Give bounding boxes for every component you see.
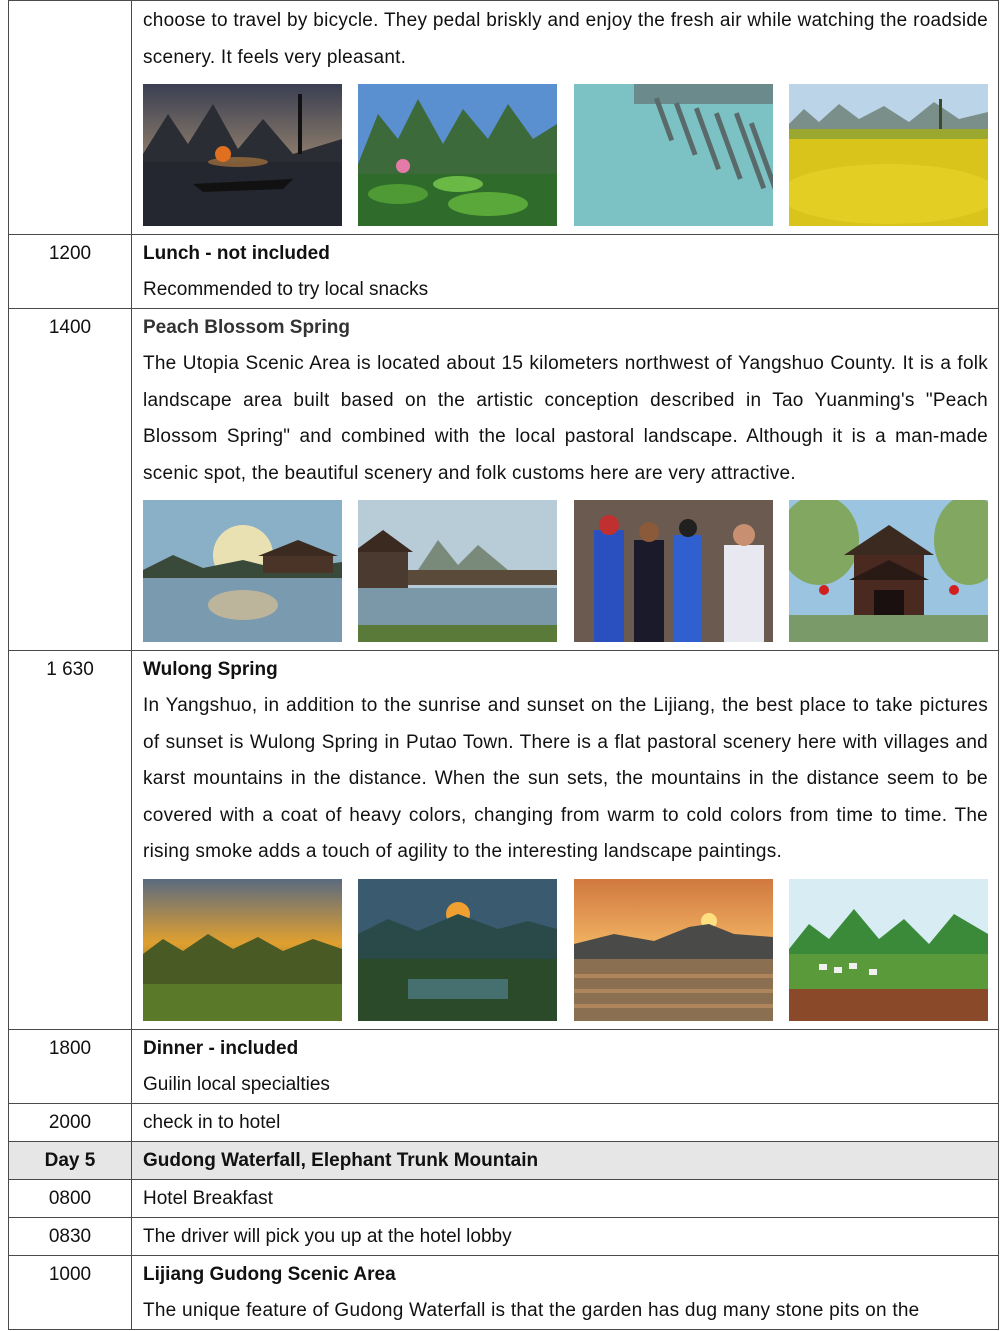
day-title: Gudong Waterfall, Elephant Trunk Mountain — [143, 1149, 539, 1171]
day-label: Day 5 — [9, 1141, 132, 1179]
dinner-row — [9, 1029, 999, 1103]
content-cell — [132, 1029, 999, 1103]
gudong-text: The unique feature of Gudong Waterfall is that the garden has dug many stone pits on the — [143, 1299, 920, 1321]
itinerary-table — [8, 0, 999, 1330]
content-cell — [132, 235, 999, 309]
intro-text: choose to travel by bicycle. They pedal briskly and enjoy the fresh air while watching the roadside scenery. It feels very pleasant. — [143, 10, 988, 68]
wulong-text: In Yangshuo, in addition to the sunrise and sunset on the Lijiang, the best place to take pictures of sunset is Wulong Spring in Putao Town. There is a flat pastoral scenery here with villages and karst mountains in the distance. When the sun sets, the mountains in the distance seem to be covered with a coat of heavy colors, changing from warm to cold colors from time to time. The rising smoke adds a touch of agility to the interesting landscape paintings. — [143, 695, 988, 862]
sunset-rice-terraces-photo — [574, 879, 773, 1021]
rapeseed-field-photo — [789, 84, 988, 226]
content-cell — [132, 1, 999, 235]
cormorant-fisherman-photo — [143, 84, 342, 226]
content-cell — [132, 1255, 999, 1330]
lunch-row — [9, 235, 999, 309]
day-header-row — [9, 1141, 999, 1179]
dinner-title: Dinner - included — [143, 1037, 299, 1059]
peach-row — [9, 309, 999, 651]
pickup-text: The driver will pick you up at the hotel lobby — [143, 1225, 512, 1247]
wulong-row — [9, 651, 999, 1030]
breakfast-row — [9, 1179, 999, 1217]
pickup-row — [9, 1217, 999, 1255]
folk-dancers-photo — [574, 500, 773, 642]
village-karst-photo — [789, 879, 988, 1021]
gudong-title: Lijiang Gudong Scenic Area — [143, 1263, 396, 1285]
time-cell: 1400 — [9, 309, 132, 651]
time-cell: 2000 — [9, 1103, 132, 1141]
breakfast-text: Hotel Breakfast — [143, 1187, 273, 1209]
wulong-title: Wulong Spring — [143, 659, 278, 680]
checkin-row — [9, 1103, 999, 1141]
lotus-karst-photo — [358, 84, 557, 226]
sunrays-lake-photo — [143, 500, 342, 642]
photo-strip — [143, 500, 988, 642]
lunch-note: Recommended to try local snacks — [143, 279, 429, 300]
drum-tower-photo — [789, 500, 988, 642]
time-cell: 1000 — [9, 1255, 132, 1330]
time-cell: 1 630 — [9, 651, 132, 1030]
gudong-row — [9, 1255, 999, 1330]
wind-rain-bridge-photo — [358, 500, 557, 642]
dinner-note: Guilin local specialties — [143, 1073, 330, 1095]
content-cell — [132, 651, 999, 1030]
content-cell — [132, 309, 999, 651]
content-cell — [132, 1141, 999, 1179]
lunch-title: Lunch - not included — [143, 243, 330, 264]
content-cell — [132, 1217, 999, 1255]
content-cell — [132, 1179, 999, 1217]
intro-row — [9, 1, 999, 235]
golden-sunset-valley-photo — [143, 879, 342, 1021]
sun-over-peaks-photo — [358, 879, 557, 1021]
photo-strip — [143, 84, 988, 226]
time-cell: 1200 — [9, 235, 132, 309]
checkin-text: check in to hotel — [143, 1111, 281, 1133]
peach-text: The Utopia Scenic Area is located about 15 kilometers northwest of Yangshuo County. It is a folk landscape area built based on the artistic conception described in Tao Yuanming's "Peach Blossom Spring" and combined with the local pastoral landscape. Although it is a man-made scenic spot, the beautiful scenery and folk customs here are very attractive. — [143, 353, 988, 484]
time-cell — [9, 1, 132, 235]
photo-strip — [143, 879, 988, 1021]
time-cell: 0800 — [9, 1179, 132, 1217]
time-cell: 0830 — [9, 1217, 132, 1255]
peach-title: Peach Blossom Spring — [143, 317, 350, 338]
bamboo-rafts-aerial-photo — [574, 84, 773, 226]
content-cell — [132, 1103, 999, 1141]
time-cell: 1800 — [9, 1029, 132, 1103]
